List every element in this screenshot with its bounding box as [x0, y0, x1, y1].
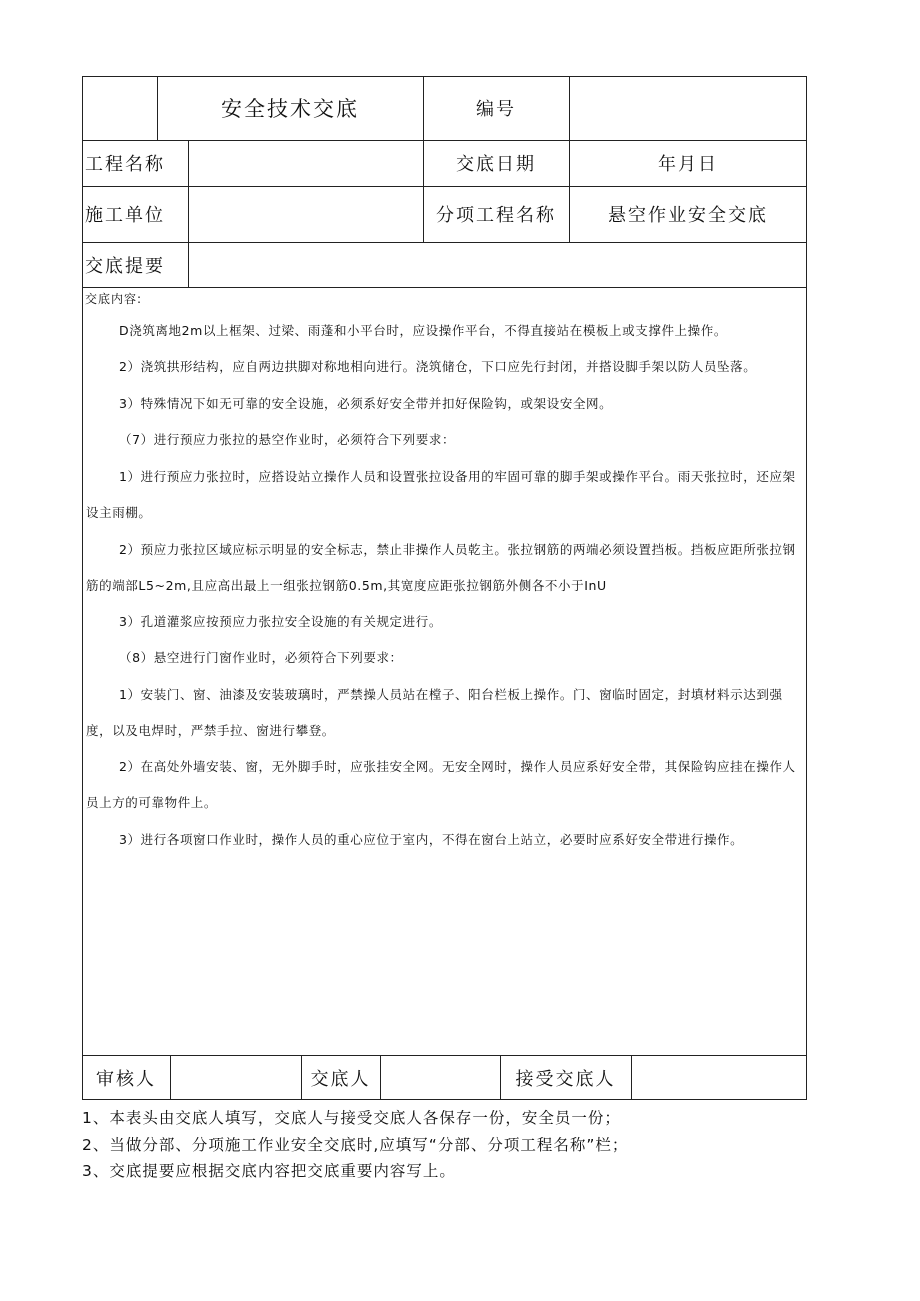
- presenter-field[interactable]: [380, 1055, 500, 1100]
- content-paragraph: 2）浇筑拱形结构，应自两边拱脚对称地相向进行。浇筑储仓，下口应先行封闭，并搭设脚手架以防人员坠落。: [119, 359, 757, 374]
- receiver-field[interactable]: [631, 1055, 807, 1100]
- content-paragraph: 2）预应力张拉区域应标示明显的安全标志，禁止非操作人员乾主。张拉钢筋的两端必须设置挡板。挡板应距所张拉钢筋的端部L5~2m,且应高出最上一组张拉钢筋0.5m,其宽度应距张拉钢筋外侧各不小于InU: [86, 542, 796, 593]
- date-label: 交底日期: [456, 154, 536, 175]
- summary-field[interactable]: [188, 242, 810, 287]
- content-paragraph: 3）进行各项窗口作业时，操作人员的重心应位于室内，不得在窗台上站立，必要时应系好安全带进行操作。: [119, 832, 744, 847]
- content-paragraph: 2）在高处外墙安装、窗，无外脚手时，应张挂安全网。无安全网时，操作人员应系好安全带，其保险钩应挂在操作人员上方的可靠物件上。: [86, 759, 796, 810]
- project-name-field[interactable]: [188, 140, 426, 186]
- construction-unit-label: 施工单位: [85, 205, 165, 226]
- content-paragraph: 1）安装门、窗、油漆及安装玻璃时，严禁操人员站在樘子、阳台栏板上操作。门、窗临时固定，封填材料示达到强度，以及电焊时，严禁手拉、窗进行攀登。: [86, 687, 783, 738]
- summary-label: 交底提要: [85, 255, 165, 277]
- subproject-label: 分项工程名称: [436, 205, 556, 226]
- project-name-label: 工程名称: [85, 154, 165, 175]
- number-label: 编号: [476, 99, 516, 120]
- content-paragraph: （8）悬空进行门窗作业时，必须符合下列要求：: [119, 650, 403, 665]
- construction-unit-field[interactable]: [188, 186, 426, 242]
- receiver-label: 接受交底人: [515, 1068, 616, 1090]
- reviewer-field[interactable]: [170, 1055, 301, 1100]
- reviewer-label: 审核人: [96, 1068, 156, 1090]
- number-field[interactable]: [569, 76, 807, 140]
- subproject-field[interactable]: 悬空作业安全交底: [608, 205, 768, 226]
- content-paragraph: 1）进行预应力张拉时，应搭设站立操作人员和设置张拉设备用的牢固可靠的脚手架或操作平台。雨天张拉时，还应架设主雨棚。: [86, 469, 796, 520]
- content-paragraph: D浇筑离地2m以上框架、过梁、雨蓬和小平台时，应设操作平台，不得直接站在模板上或支撑件上操作。: [119, 323, 727, 338]
- content-paragraph: 3）孔道灌浆应按预应力张拉安全设施的有关规定进行。: [119, 614, 442, 629]
- row-divider: [82, 287, 807, 288]
- footnote: 1、本表头由交底人填写，交底人与接受交底人各保存一份，安全员一份；: [82, 1109, 621, 1127]
- form-title: 安全技术交底: [221, 97, 359, 121]
- footnote: 2、当做分部、分项施工作业安全交底时,应填写“分部、分项工程名称”栏；: [82, 1136, 629, 1154]
- presenter-label: 交底人: [310, 1068, 371, 1090]
- content-paragraph: （7）进行预应力张拉的悬空作业时，必须符合下列要求：: [119, 432, 456, 447]
- footnote: 3、交底提要应根据交底内容把交底重要内容写上。: [82, 1162, 456, 1180]
- content-label: 交底内容:: [85, 292, 143, 306]
- content-paragraph: 3）特殊情况下如无可靠的安全设施，必须系好安全带并扣好保险钩，或架设安全网。: [119, 396, 613, 411]
- date-field[interactable]: 年月日: [658, 154, 718, 175]
